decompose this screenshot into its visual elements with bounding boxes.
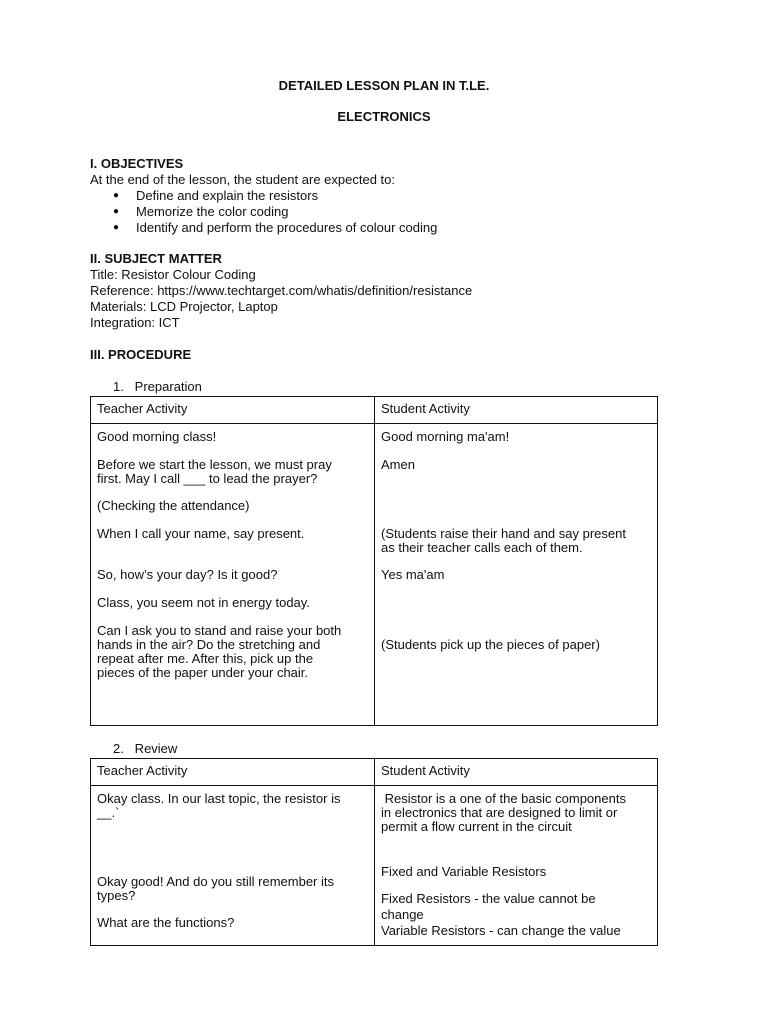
teacher-line: When I call your name, say present. <box>97 526 305 541</box>
objective-item: Memorize the color coding <box>136 204 289 219</box>
subject-matter-heading: II. SUBJECT MATTER <box>90 251 222 266</box>
teacher-line: repeat after me. After this, pick up the <box>97 651 314 666</box>
teacher-activity-cell <box>91 786 375 946</box>
student-line: permit a flow current in the circuit <box>381 819 572 834</box>
objective-item: Define and explain the resistors <box>136 188 319 203</box>
subject-reference: Reference: https://www.techtarget.com/whatis/definition/resistance <box>90 283 473 298</box>
bullet-icon: ● <box>113 190 120 201</box>
student-line: (Students pick up the pieces of paper) <box>381 637 600 652</box>
student-line: Fixed and Variable Resistors <box>381 864 547 879</box>
student-line: as their teacher calls each of them. <box>381 540 583 555</box>
review-table <box>90 758 658 946</box>
teacher-line: Okay class. In our last topic, the resistor is <box>97 791 341 806</box>
table-header-row <box>91 397 658 424</box>
preparation-table <box>90 396 658 726</box>
objectives-intro: At the end of the lesson, the student are expected to: <box>90 172 395 187</box>
student-activity-header <box>375 397 658 424</box>
student-activity-cell <box>375 786 658 946</box>
review-label: 2. Review <box>113 741 178 756</box>
table-header-row <box>91 759 658 786</box>
table-row <box>91 424 658 726</box>
subject-materials: Materials: LCD Projector, Laptop <box>90 299 278 314</box>
subject-integration: Integration: ICT <box>90 315 180 330</box>
bullet-icon: ● <box>113 222 120 233</box>
teacher-line: Good morning class! <box>97 429 217 444</box>
column-header: Teacher Activity <box>97 763 188 778</box>
student-line: (Students raise their hand and say present <box>381 526 626 541</box>
teacher-line: hands in the air? Do the stretching and <box>97 637 321 652</box>
teacher-line: first. May I call ___ to lead the prayer? <box>97 471 318 486</box>
student-activity-cell <box>375 424 658 726</box>
student-line: Fixed Resistors - the value cannot be <box>381 891 596 906</box>
table-row <box>91 786 658 946</box>
teacher-line: What are the functions? <box>97 915 235 930</box>
student-line: Yes ma'am <box>381 567 445 582</box>
teacher-line: So, how’s your day? Is it good? <box>97 567 278 582</box>
student-line: in electronics that are designed to limit or <box>381 805 618 820</box>
teacher-line: __.` <box>97 805 120 820</box>
teacher-line: Can I ask you to stand and raise your both <box>97 623 342 638</box>
bullet-icon: ● <box>113 206 120 217</box>
student-line: Good morning ma'am! <box>381 429 510 444</box>
teacher-activity-cell <box>91 424 375 726</box>
teacher-line: pieces of the paper under your chair. <box>97 665 309 680</box>
student-line: Resistor is a one of the basic components <box>381 791 626 806</box>
student-activity-header <box>375 759 658 786</box>
teacher-activity-header <box>91 397 375 424</box>
document-title: DETAILED LESSON PLAN IN T.LE. <box>278 78 490 93</box>
subject-title: Title: Resistor Colour Coding <box>90 267 256 282</box>
document-subtitle: ELECTRONICS <box>337 109 431 124</box>
teacher-line: Before we start the lesson, we must pray <box>97 457 332 472</box>
column-header: Teacher Activity <box>97 401 188 416</box>
column-header: Student Activity <box>381 763 470 778</box>
procedure-heading: III. PROCEDURE <box>90 347 192 362</box>
objective-item: Identify and perform the procedures of colour coding <box>136 220 438 235</box>
student-line: Amen <box>381 457 415 472</box>
student-line: Variable Resistors - can change the value <box>381 923 621 938</box>
teacher-line: Okay good! And do you still remember its <box>97 874 335 889</box>
teacher-activity-header <box>91 759 375 786</box>
preparation-label: 1. Preparation <box>113 379 202 394</box>
teacher-line: Class, you seem not in energy today. <box>97 595 310 610</box>
teacher-line: (Checking the attendance) <box>97 498 250 513</box>
student-line: change <box>381 907 424 922</box>
teacher-line: types? <box>97 888 136 903</box>
column-header: Student Activity <box>381 401 470 416</box>
objectives-heading: I. OBJECTIVES <box>90 156 184 171</box>
